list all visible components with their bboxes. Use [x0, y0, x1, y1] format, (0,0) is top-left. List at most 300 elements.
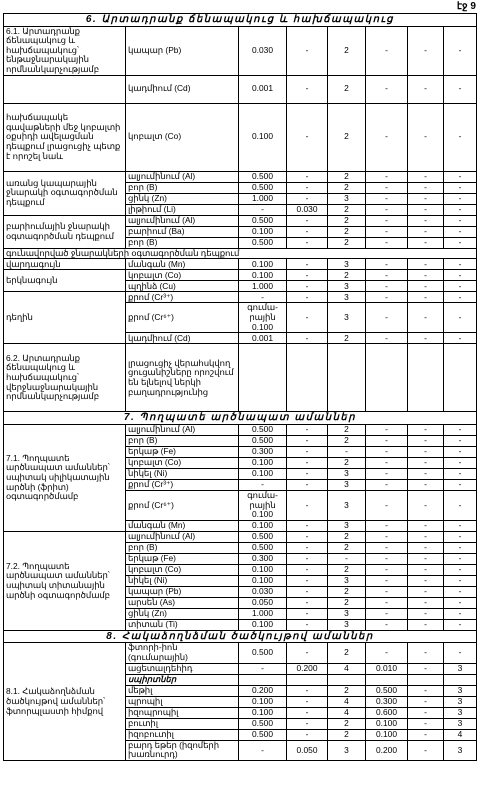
limit-e-cell: 4: [444, 729, 477, 740]
limit-e-cell: -: [444, 281, 477, 292]
limit-d-cell: -: [408, 586, 444, 597]
category-label: առանց կապարային ջնարակի օգտագործման դեպքում: [4, 171, 126, 215]
limit-c-cell: -: [366, 103, 408, 171]
limit-a-cell: -: [239, 740, 287, 760]
limit-d-cell: -: [408, 643, 444, 663]
limit-d-cell: [408, 674, 444, 685]
limit-b-cell: -: [287, 237, 328, 248]
limit-d-cell: -: [408, 303, 444, 333]
limit-a-cell: 0.500: [239, 435, 287, 446]
limit-e-cell: -: [444, 586, 477, 597]
limit-a-cell: 0.100: [239, 270, 287, 281]
limit-b-cell: -: [287, 303, 328, 333]
hazard-class-cell: 2: [328, 424, 366, 435]
substance-cell: կոբալտ (Co): [126, 457, 239, 468]
hazard-class-cell: 3: [328, 575, 366, 586]
substance-cell: քրոմ (Cr⁶⁺): [126, 490, 239, 520]
empty-cell: [408, 344, 444, 412]
limit-d-cell: -: [408, 103, 444, 171]
limit-e-cell: 3: [444, 740, 477, 760]
empty-cell: [444, 344, 477, 412]
hazard-class-cell: 2: [328, 226, 366, 237]
limit-b-cell: -: [287, 479, 328, 490]
substance-cell: կադմիում (Cd): [126, 75, 239, 103]
limit-d-cell: -: [408, 204, 444, 215]
limit-c-cell: -: [366, 446, 408, 457]
section-row: [4, 14, 477, 27]
substance-cell: մեթիլ: [126, 685, 239, 696]
limit-a-cell: 0.100: [239, 575, 287, 586]
hazard-class-cell: 3: [328, 608, 366, 619]
limit-b-cell: -: [287, 490, 328, 520]
limit-d-cell: -: [408, 597, 444, 608]
limit-b-cell: -: [287, 270, 328, 281]
substance-cell: իզոբուտիլ: [126, 729, 239, 740]
substance-cell: քրոմ (Cr⁶⁺): [126, 303, 239, 333]
limit-d-cell: -: [408, 663, 444, 674]
limit-e-cell: -: [444, 446, 477, 457]
hazard-class-cell: 4: [328, 696, 366, 707]
substance-cell: նիկել (Ni): [126, 575, 239, 586]
limit-c-cell: -: [366, 490, 408, 520]
limit-b-cell: -: [287, 643, 328, 663]
limit-a-cell: 0.030: [239, 26, 287, 75]
limit-b-cell: -: [287, 292, 328, 303]
limit-d-cell: -: [408, 553, 444, 564]
limit-c-cell: -: [366, 643, 408, 663]
substance-cell: բոր (B): [126, 237, 239, 248]
limit-c-cell: -: [366, 75, 408, 103]
limit-d-cell: -: [408, 729, 444, 740]
limit-e-cell: 3: [444, 696, 477, 707]
limit-c-cell: -: [366, 171, 408, 182]
limit-a-cell: 0.050: [239, 597, 287, 608]
limit-b-cell: -: [287, 564, 328, 575]
limit-d-cell: -: [408, 281, 444, 292]
substance-cell: մանգան (Mn): [126, 259, 239, 270]
limit-a-cell: 1.000: [239, 281, 287, 292]
hazard-class-cell: 2: [328, 685, 366, 696]
hazard-class-cell: 3: [328, 193, 366, 204]
limit-c-cell: -: [366, 479, 408, 490]
limit-a-cell: 0.500: [239, 215, 287, 226]
limit-e-cell: -: [444, 182, 477, 193]
limit-a-cell: 0.500: [239, 531, 287, 542]
limit-d-cell: -: [408, 75, 444, 103]
limit-b-cell: -: [287, 586, 328, 597]
limit-e-cell: -: [444, 75, 477, 103]
substance-cell: կապար (Pb): [126, 586, 239, 597]
substance-cell: կապար (Pb): [126, 26, 239, 75]
limit-c-cell: 0.200: [366, 740, 408, 760]
limit-d-cell: -: [408, 479, 444, 490]
limit-c-cell: -: [366, 564, 408, 575]
limit-e-cell: -: [444, 193, 477, 204]
section-title: 8. Հակաձողնձման ծածկույթով ամաններ: [4, 630, 477, 643]
limit-d-cell: -: [408, 226, 444, 237]
substance-cell: բարդ եթեր (իզոմերի խառնուրդ): [126, 740, 239, 760]
limit-e-cell: -: [444, 270, 477, 281]
hazard-class-cell: 2: [328, 542, 366, 553]
hazard-class-cell: 3: [328, 303, 366, 333]
hazard-class-cell: 2: [328, 215, 366, 226]
limit-b-cell: -: [287, 520, 328, 531]
limit-c-cell: -: [366, 193, 408, 204]
limit-d-cell: -: [408, 718, 444, 729]
limit-b-cell: -: [287, 707, 328, 718]
category-label: երկնագույն: [4, 270, 126, 292]
substance-cell: ցինկ (Zn): [126, 608, 239, 619]
empty-cell: [287, 344, 328, 412]
limit-b-cell: -: [287, 424, 328, 435]
limit-a-cell: 0.100: [239, 696, 287, 707]
limit-c-cell: 0.500: [366, 685, 408, 696]
hygiene-limits-table: [3, 13, 477, 761]
category-label: 6.1. Արտադրանք ճենապակուց և հախճապակուց՝ ենթաջնարակային որմնանկարչությամբ: [4, 26, 126, 75]
limit-d-cell: -: [408, 270, 444, 281]
limit-c-cell: -: [366, 435, 408, 446]
limit-d-cell: -: [408, 608, 444, 619]
hazard-class-cell: 2: [328, 597, 366, 608]
limit-b-cell: -: [287, 553, 328, 564]
limit-b-cell: -: [287, 103, 328, 171]
substance-cell: լիթիում (Li): [126, 204, 239, 215]
limit-e-cell: -: [444, 435, 477, 446]
merged-note: լրացուցիչ վերահսկվող ցուցանիշները որոշվում են ելնելով ներկի բաղադրությունից: [126, 344, 239, 412]
hazard-class-cell: 2: [328, 564, 366, 575]
limit-e-cell: -: [444, 597, 477, 608]
limit-a-cell: 0.100: [239, 259, 287, 270]
limit-b-cell: -: [287, 718, 328, 729]
limit-c-cell: -: [366, 204, 408, 215]
limit-c-cell: -: [366, 542, 408, 553]
substance-cell: ալյումինում (Al): [126, 531, 239, 542]
limit-a-cell: 0.100: [239, 103, 287, 171]
hazard-class-cell: 2: [328, 457, 366, 468]
empty-cell: [328, 344, 366, 412]
limit-b-cell: -: [287, 333, 328, 344]
hazard-class-cell: 3: [328, 259, 366, 270]
limit-d-cell: -: [408, 531, 444, 542]
substance-cell: ալյումինում (Al): [126, 215, 239, 226]
table-row: [4, 424, 477, 435]
limit-b-cell: -: [287, 542, 328, 553]
group-heading-row: [4, 248, 477, 259]
limit-b-cell: -: [287, 446, 328, 457]
limit-d-cell: -: [408, 564, 444, 575]
hazard-class-cell: 2: [328, 531, 366, 542]
section-title: 6. Արտադրանք ճենապակուց և հախճապակուց: [4, 14, 477, 27]
substance-cell: բոր (B): [126, 435, 239, 446]
limit-e-cell: -: [444, 259, 477, 270]
limit-d-cell: -: [408, 171, 444, 182]
limit-d-cell: -: [408, 542, 444, 553]
limit-e-cell: -: [444, 424, 477, 435]
hazard-class-cell: 2: [328, 729, 366, 740]
substance-cell: սպիրտներ: [126, 674, 239, 685]
substance-cell: մանգան (Mn): [126, 520, 239, 531]
limit-e-cell: -: [444, 303, 477, 333]
limit-e-cell: -: [444, 204, 477, 215]
table-row: [4, 270, 477, 281]
table-row: [4, 75, 477, 103]
limit-c-cell: -: [366, 424, 408, 435]
table-row: [4, 259, 477, 270]
limit-c-cell: -: [366, 182, 408, 193]
limit-a-cell: -: [239, 479, 287, 490]
hazard-class-cell: 2: [328, 270, 366, 281]
hazard-class-cell: 3: [328, 619, 366, 630]
limit-b-cell: -: [287, 457, 328, 468]
substance-cell: կոբալտ (Co): [126, 270, 239, 281]
limit-c-cell: -: [366, 226, 408, 237]
limit-e-cell: -: [444, 468, 477, 479]
category-label: դեղին: [4, 292, 126, 344]
limit-e-cell: -: [444, 542, 477, 553]
limit-c-cell: 0.010: [366, 663, 408, 674]
hazard-class-cell: 2: [328, 26, 366, 75]
limit-c-cell: -: [366, 575, 408, 586]
limit-a-cell: 0.500: [239, 542, 287, 553]
table-row: [4, 103, 477, 171]
category-label: բարիումային ջնարակի օգտագործման դեպքում: [4, 215, 126, 248]
category-label: հախճապակե գավաթների մեջ կոբալտի օքսիդի ավելացման դեպքում լրացուցիչ պետք է որոշել նաև: [4, 103, 126, 171]
limit-e-cell: -: [444, 520, 477, 531]
limit-b-cell: -: [287, 685, 328, 696]
hazard-class-cell: 3: [328, 740, 366, 760]
limit-a-cell: 0.300: [239, 446, 287, 457]
limit-c-cell: -: [366, 457, 408, 468]
category-label: 7.2. Պողպատե արծնապատ ամաններ՝ սպիտակ տիտանային արծնի օգտագործմամբ: [4, 531, 126, 630]
hazard-class-cell: 3: [328, 490, 366, 520]
limit-c-cell: -: [366, 270, 408, 281]
hazard-class-cell: 4: [328, 707, 366, 718]
limit-e-cell: -: [444, 457, 477, 468]
hazard-class-cell: 2: [328, 204, 366, 215]
limit-c-cell: -: [366, 468, 408, 479]
limit-d-cell: -: [408, 259, 444, 270]
limit-a-cell: 0.200: [239, 685, 287, 696]
limit-a-cell: 0.100: [239, 564, 287, 575]
substance-cell: բոր (B): [126, 182, 239, 193]
table-row: [4, 26, 477, 75]
limit-b-cell: -: [287, 608, 328, 619]
section-row: [4, 630, 477, 643]
limit-d-cell: -: [408, 237, 444, 248]
substance-cell: ացետալդեհիդ: [126, 663, 239, 674]
table-row: [4, 643, 477, 663]
limit-a-cell: 0.001: [239, 333, 287, 344]
limit-c-cell: -: [366, 597, 408, 608]
table-row: [4, 171, 477, 182]
hazard-class-cell: 3: [328, 468, 366, 479]
limit-a-cell: 0.500: [239, 237, 287, 248]
limit-e-cell: -: [444, 479, 477, 490]
limit-e-cell: -: [444, 26, 477, 75]
limit-a-cell: 0.030: [239, 586, 287, 597]
limit-c-cell: -: [366, 553, 408, 564]
limit-a-cell: 0.100: [239, 468, 287, 479]
substance-cell: քրոմ (Cr³⁺): [126, 479, 239, 490]
limit-d-cell: -: [408, 575, 444, 586]
limit-e-cell: -: [444, 215, 477, 226]
limit-c-cell: -: [366, 586, 408, 597]
limit-b-cell: -: [287, 597, 328, 608]
limit-c-cell: -: [366, 619, 408, 630]
table-row: [4, 531, 477, 542]
limit-a-cell: 0.001: [239, 75, 287, 103]
limit-a-cell: 0.100: [239, 457, 287, 468]
category-label: 8.1. Հակաձողնձման ծածկույթով ամաններ՝ ֆտորպլաստի հիմքով: [4, 643, 126, 761]
limit-a-cell: -: [239, 204, 287, 215]
page-number: էջ 9: [456, 1, 476, 12]
substance-cell: պրոպիլ: [126, 696, 239, 707]
limit-d-cell: -: [408, 468, 444, 479]
substance-cell: արսեն (As): [126, 597, 239, 608]
empty-cell: [239, 344, 287, 412]
section-title: 7. Պողպատե արծնապատ ամաններ: [4, 412, 477, 425]
substance-cell: ցինկ (Zn): [126, 193, 239, 204]
hazard-class-cell: 2: [328, 586, 366, 597]
limit-a-cell: գումա-րային 0.100: [239, 490, 287, 520]
category-label: վարդագույն: [4, 259, 126, 270]
limit-e-cell: -: [444, 575, 477, 586]
limit-c-cell: -: [366, 303, 408, 333]
substance-cell: երկաթ (Fe): [126, 446, 239, 457]
hazard-class-cell: 2: [328, 237, 366, 248]
limit-a-cell: 0.100: [239, 226, 287, 237]
limit-a-cell: 0.500: [239, 729, 287, 740]
hazard-class-cell: 2: [328, 333, 366, 344]
substance-cell: երկաթ (Fe): [126, 553, 239, 564]
limit-d-cell: -: [408, 490, 444, 520]
limit-b-cell: 0.030: [287, 204, 328, 215]
substance-cell: բարիում (Ba): [126, 226, 239, 237]
limit-c-cell: 0.100: [366, 729, 408, 740]
limit-d-cell: -: [408, 424, 444, 435]
limit-b-cell: -: [287, 531, 328, 542]
hazard-class-cell: -: [328, 446, 366, 457]
limit-c-cell: -: [366, 26, 408, 75]
limit-d-cell: -: [408, 619, 444, 630]
limit-d-cell: -: [408, 193, 444, 204]
substance-cell: կոբալտ (Co): [126, 564, 239, 575]
limit-e-cell: 3: [444, 718, 477, 729]
limit-a-cell: 1.000: [239, 608, 287, 619]
limit-b-cell: -: [287, 226, 328, 237]
limit-e-cell: 3: [444, 685, 477, 696]
limit-d-cell: -: [408, 446, 444, 457]
substance-cell: պղինձ (Cu): [126, 281, 239, 292]
limit-c-cell: -: [366, 259, 408, 270]
table-row: [4, 292, 477, 303]
limit-a-cell: գումա-րային 0.100: [239, 303, 287, 333]
section-row: [4, 412, 477, 425]
limit-d-cell: -: [408, 182, 444, 193]
limit-d-cell: -: [408, 215, 444, 226]
limit-d-cell: -: [408, 26, 444, 75]
hazard-class-cell: 2: [328, 103, 366, 171]
hazard-class-cell: 4: [328, 663, 366, 674]
limit-c-cell: -: [366, 531, 408, 542]
limit-e-cell: -: [444, 237, 477, 248]
limit-b-cell: -: [287, 171, 328, 182]
limit-c-cell: -: [366, 608, 408, 619]
category-label: [4, 75, 126, 103]
limit-e-cell: -: [444, 103, 477, 171]
limit-b-cell: -: [287, 182, 328, 193]
hazard-class-cell: -: [328, 553, 366, 564]
limit-a-cell: 0.100: [239, 619, 287, 630]
limit-b-cell: -: [287, 26, 328, 75]
limit-b-cell: -: [287, 575, 328, 586]
limit-e-cell: 3: [444, 707, 477, 718]
table-row: [4, 344, 477, 412]
limit-a-cell: 1.000: [239, 193, 287, 204]
limit-c-cell: -: [366, 333, 408, 344]
limit-b-cell: -: [287, 435, 328, 446]
limit-d-cell: -: [408, 292, 444, 303]
limit-d-cell: -: [408, 740, 444, 760]
limit-e-cell: [444, 674, 477, 685]
limit-e-cell: -: [444, 564, 477, 575]
hazard-class-cell: 2: [328, 182, 366, 193]
limit-c-cell: -: [366, 215, 408, 226]
limit-e-cell: 3: [444, 663, 477, 674]
limit-a-cell: 0.100: [239, 520, 287, 531]
hazard-class-cell: 3: [328, 520, 366, 531]
limit-b-cell: -: [287, 215, 328, 226]
group-heading: գունավորված ջնարակների օգտագործման դեպքում: [4, 248, 477, 259]
substance-cell: իզոպրոպիլ: [126, 707, 239, 718]
hazard-class-cell: 3: [328, 281, 366, 292]
limit-c-cell: -: [366, 237, 408, 248]
limit-b-cell: -: [287, 468, 328, 479]
limit-b-cell: -: [287, 729, 328, 740]
limit-c-cell: -: [366, 292, 408, 303]
substance-cell: ալյումինում (Al): [126, 424, 239, 435]
limit-e-cell: -: [444, 226, 477, 237]
limit-e-cell: -: [444, 531, 477, 542]
hazard-class-cell: 3: [328, 292, 366, 303]
limit-e-cell: -: [444, 643, 477, 663]
limit-b-cell: -: [287, 281, 328, 292]
limit-b-cell: -: [287, 75, 328, 103]
limit-e-cell: -: [444, 608, 477, 619]
limit-a-cell: 0.500: [239, 182, 287, 193]
limit-d-cell: -: [408, 333, 444, 344]
substance-cell: նիկել (Ni): [126, 468, 239, 479]
limit-b-cell: -: [287, 259, 328, 270]
empty-cell: [366, 344, 408, 412]
limit-e-cell: -: [444, 171, 477, 182]
hazard-class-cell: 2: [328, 643, 366, 663]
limit-a-cell: 0.500: [239, 718, 287, 729]
limit-e-cell: -: [444, 292, 477, 303]
category-label: 6.2. Արտադրանք ճենապակուց և հախճապակուց՝ վերջնաջնարակային որմնանկարչությամբ: [4, 344, 126, 412]
limit-d-cell: -: [408, 685, 444, 696]
limit-a-cell: 0.300: [239, 553, 287, 564]
limit-b-cell: -: [287, 193, 328, 204]
substance-cell: ալյումինում (Al): [126, 171, 239, 182]
limit-c-cell: [366, 674, 408, 685]
hazard-class-cell: 2: [328, 171, 366, 182]
limit-d-cell: -: [408, 520, 444, 531]
limit-e-cell: -: [444, 333, 477, 344]
table-row: [4, 215, 477, 226]
limit-c-cell: -: [366, 281, 408, 292]
hazard-class-cell: 2: [328, 435, 366, 446]
